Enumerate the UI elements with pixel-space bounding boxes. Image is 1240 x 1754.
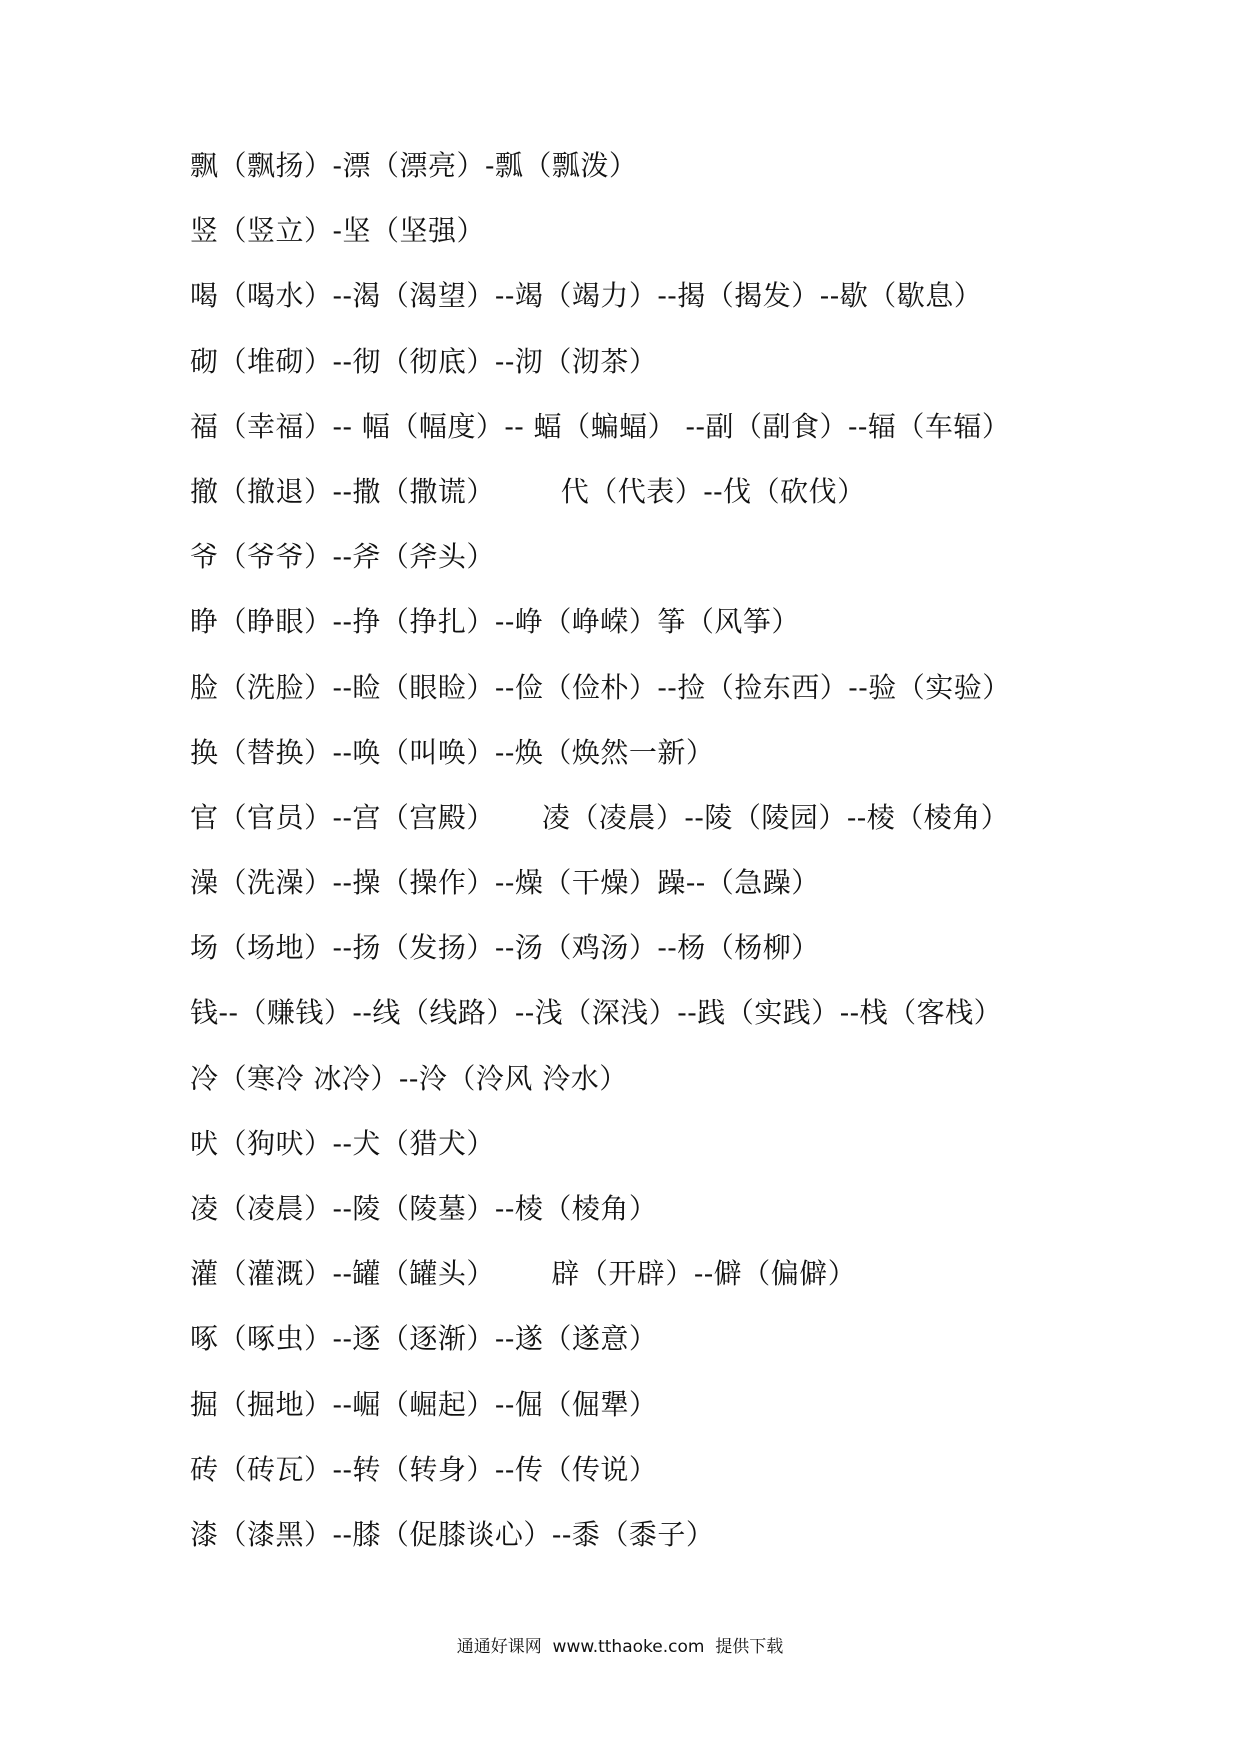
word-line: 场（场地）--扬（发扬）--汤（鸡汤）--杨（杨柳） xyxy=(190,931,820,965)
word-line: 钱--（赚钱）--线（线路）--浅（深浅）--践（实践）--栈（客栈） xyxy=(190,996,1003,1030)
word-line: 飘（飘扬）-漂（漂亮）-瓢（瓢泼） xyxy=(190,149,638,182)
word-line: 漆（漆黑）--膝（促膝谈心）--黍（黍子） xyxy=(190,1517,715,1551)
word-line: 澡（洗澡）--操（操作）--燥（干燥）躁--（急躁） xyxy=(190,866,820,900)
word-line: 喝（喝水）--渴（渴望）--竭（竭力）--揭（揭发）--歇（歇息） xyxy=(190,279,983,313)
word-line: 爷（爷爷）--斧（斧头） xyxy=(190,540,495,574)
word-line: 啄（啄虫）--逐（逐渐）--遂（遂意） xyxy=(190,1322,658,1356)
word-line: 砌（堆砌）--彻（彻底）--沏（沏茶） xyxy=(190,344,658,378)
word-line: 吠（狗吠）--犬（猎犬） xyxy=(190,1126,495,1160)
word-line: 撤（撤退）--撒（撒谎） 代（代表）--伐（砍伐） xyxy=(190,474,866,508)
word-line: 脸（洗脸）--睑（眼睑）--俭（俭朴）--捡（捡东西）--验（实验） xyxy=(190,670,1011,704)
page-footer: 通通好课网 www.tthaoke.com 提供下载 xyxy=(456,1637,784,1657)
word-line: 换（替换）--唤（叫唤）--焕（焕然一新） xyxy=(190,735,715,769)
word-line: 砖（砖瓦）--转（转身）--传（传说） xyxy=(190,1452,658,1486)
word-list xyxy=(190,146,1190,1580)
word-line: 福（幸福）-- 幅（幅度）-- 蝠（蝙蝠） --副（副食）--辐（车辐） xyxy=(190,409,1011,443)
word-line: 官（官员）--宫（宫殿） 凌（凌晨）--陵（陵园）--棱（棱角） xyxy=(190,800,1010,834)
word-line: 冷（寒冷 冰冷）--泠（泠风 泠水） xyxy=(190,1061,628,1095)
word-line: 竖（竖立）-坚（坚强） xyxy=(190,214,485,248)
word-line: 掘（掘地）--崛（崛起）--倔（倔犟） xyxy=(190,1387,658,1421)
word-line: 灌（灌溉）--罐（罐头） 辟（开辟）--僻（偏僻） xyxy=(190,1257,857,1291)
word-line: 睁（睁眼）--挣（挣扎）--峥（峥嵘）筝（风筝） xyxy=(190,605,800,639)
word-line: 凌（凌晨）--陵（陵墓）--棱（棱角） xyxy=(190,1192,658,1225)
